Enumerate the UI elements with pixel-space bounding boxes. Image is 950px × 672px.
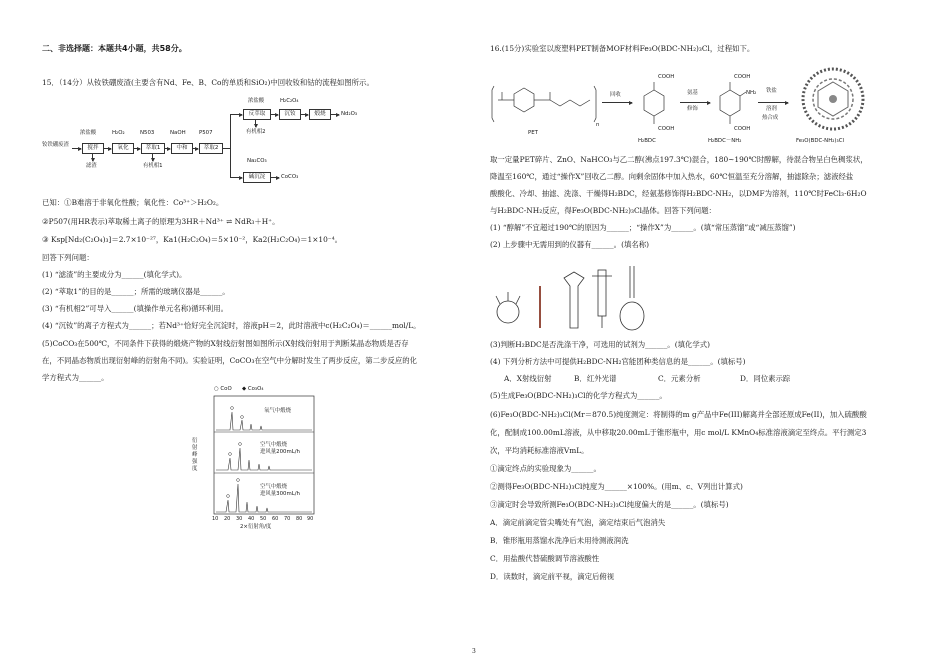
xrd-tick: 60 (272, 516, 279, 522)
q16-6-sub3: ③滴定时会导致所测Fe₃O(BDC-NH₂)₃Cl纯度偏大的是______。(填标号) (490, 500, 729, 509)
xrd-legend-coo: ○ CoO (214, 386, 232, 392)
flow-reagent-p507: P507 (199, 130, 213, 136)
mof-structure-image (794, 60, 872, 138)
flow-top-reagent-hcl: 浓盐酸 (248, 98, 265, 104)
flow-na2co3: Na₂CO₃ (247, 158, 267, 164)
flow-reagent-hcl: 浓盐酸 (80, 130, 97, 136)
xrd-tick: 20 (224, 516, 231, 522)
flow-box-strip: 反萃取 (243, 109, 271, 120)
xrd-xlabel: 2×衍射角/度 (240, 524, 272, 530)
step-amino-a: 氨基 (687, 90, 698, 96)
q16-3: (3)判断H₂BDC是否洗涤干净，可选用的试剂为______。(填化学式) (490, 340, 711, 349)
q16-2: (2) 上步骤中无需用到的仪器有______。(填名称) (490, 240, 650, 249)
flowchart (42, 92, 462, 188)
q15-5-line2: 在，不同晶态物质出现衍射峰的衍射角不同)。实验证明，CoCO₃在空气中分解时发生了两步反应，第二步反应的化 (42, 356, 418, 365)
step-amino-b: 修饰 (687, 106, 698, 112)
q15-5-line1: (5)CoCO₃在500℃，不同条件下获得的煅烧产物的X射线衍射图如图所示(X射线衍射用于判断某晶态物质是否存 (42, 339, 409, 348)
q16-4-option-b: B．红外光谱 (574, 374, 617, 383)
h2bdc-nh2-amino: NH₂ (746, 90, 757, 96)
flow-box-oxidize: 氧化 (112, 143, 134, 154)
q16-6-option-c: C．用盐酸代替硫酸调节溶液酸性 (490, 554, 600, 563)
xrd-tick: 90 (307, 516, 314, 522)
flow-box-alkali: 碱沉淀 (243, 172, 271, 183)
h2bdc-nh2-label: H₂BDC－NH₂ (708, 138, 742, 144)
xrd-trace-oxygen: 氧气中煅烧 (264, 408, 291, 414)
left-column (42, 0, 462, 672)
q15-4: (4) “沉钕”的离子方程式为______；若Nd³⁺恰好完全沉淀时，溶液pH＝2，此时溶液中c(H₂C₂O₄)＝______mol/L。 (42, 321, 421, 330)
q16-intro: 16.(15分)实验室以废塑料PET制备MOF材料Fe₃O(BDC-NH₂)₃Cl，过程如下。 (490, 44, 755, 53)
xrd-tick: 80 (296, 516, 303, 522)
q16-6-l1: (6)Fe₃O(BDC-NH₂)₃Cl(Mr＝870.5)纯度测定：将制得的m g产品中Fe(III)解离并全部还原成Fe(II)，加入硫酸酸 (490, 410, 867, 419)
step-hydrothermal: 热合成 (762, 115, 779, 121)
h2bdc-label: H₂BDC (638, 138, 656, 144)
flow-box-stir: 搅拌 (82, 143, 104, 154)
q16-6-l2: 化，配制成100.00mL溶液，从中移取20.00mL于锥形瓶中，用c mol/L KMnO₄标准溶液滴定至终点。平行测定3 (490, 428, 867, 437)
q16-5: (5)生成Fe₃O(BDC-NH₂)₃Cl的化学方程式为______。 (490, 391, 667, 400)
q16-4: (4) 下列分析方法中可提供H₂BDC-NH₂官能团种类信息的是______。(填标号) (490, 357, 746, 366)
q15-intro: 15．（14分）从钕铁硼废渣(主要含有Nd、Fe、B、Co的单质和SiO₂)中回收钕和钴的流程如图所示。 (42, 78, 374, 87)
q16-4-option-c: C．元素分析 (658, 374, 701, 383)
flow-reagent-naoh: NaOH (170, 130, 186, 136)
flow-box-extract2: 萃取2 (199, 143, 223, 154)
step-recover: 回收 (610, 92, 621, 98)
xrd-plot (200, 392, 320, 532)
xrd-tick: 50 (260, 516, 267, 522)
flow-residue: 滤渣 (86, 163, 97, 169)
q16-4-option-d: D．同位素示踪 (740, 374, 791, 383)
apparatus-image (494, 258, 674, 338)
q16-6-sub1: ①滴定终点的实验现象为______。 (490, 464, 601, 473)
reaction-scheme (490, 60, 910, 150)
para1-l1: 取一定量PET碎片、ZnO、NaHCO₃与乙二醇(沸点197.3℃)混合，180~190℃时醇解，待混合物呈白色稠浆状， (490, 155, 868, 164)
flow-product-coco3: CoCO₃ (281, 174, 299, 180)
flow-product-nd2o3: Nd₂O₃ (341, 111, 358, 117)
known-3: ③ Ksp[Nd₂(C₂O₄)₃]＝2.7×10⁻²⁷，Ka1(H₂C₂O₄)＝5×10⁻²，Ka2(H₂C₂O₄)＝1×10⁻⁴。 (42, 235, 343, 244)
flow-start: 钕铁硼废渣 (42, 142, 69, 148)
q15-3: (3) “有机相2”可导入______(填操作单元名称)循环利用。 (42, 304, 229, 313)
para1-l4: 与H₂BDC-NH₂反应，得Fe₃O(BDC-NH₂)₃Cl晶体。回答下列问题： (490, 206, 716, 215)
q16-6-option-a: A．滴定前滴定管尖嘴处有气泡，滴定结束后气泡消失 (490, 518, 666, 527)
step-solvent: 溶剂 (766, 106, 777, 112)
flow-reagent-n503: N503 (140, 130, 155, 136)
xrd-figure (192, 386, 320, 532)
xrd-ylabel: 衍射峰强度 (192, 438, 198, 472)
h2bdc-cooh-bottom: COOH (658, 126, 675, 132)
para1-l2: 降温至160℃，通过“操作X”回收乙二醇。向剩余固体中加入热水，60℃恒温至充分溶解，抽滤除杂；滤液经盐 (490, 172, 854, 181)
q16-6-option-d: D．读数时，滴定前平视，滴定后俯视 (490, 572, 615, 581)
flow-box-precipitate: 沉钕 (279, 109, 301, 120)
q16-1: (1) “醇解”不宜超过190℃的原因为______；“操作X”为______。(填“常压蒸馏”或“减压蒸馏”) (490, 223, 796, 232)
xrd-legend-co3o4: ◆ Co₃O₄ (242, 386, 264, 392)
flow-box-neutralize: 中和 (171, 143, 193, 154)
q15-2: (2) “萃取1”的目的是______；所需的玻璃仪器是______。 (42, 287, 230, 296)
flow-organic2: 有机相2 (246, 129, 266, 135)
xrd-trace-air300: 空气中煅烧 进风量300mL/h (260, 484, 300, 497)
known-1: 已知：①B难溶于非氧化性酸；氧化性：Co³⁺＞H₂O₂。 (42, 198, 224, 207)
pet-structure (490, 80, 600, 130)
h2bdc-nh2-cooh-top: COOH (734, 74, 751, 80)
flow-box-extract1: 萃取1 (141, 143, 165, 154)
page-number: 3 (472, 648, 476, 655)
xrd-tick: 30 (236, 516, 243, 522)
pet-n: n (596, 122, 600, 128)
answer-prompt: 回答下列问题： (42, 253, 94, 262)
h2bdc-cooh-top: COOH (658, 74, 675, 80)
h2bdc-nh2-cooh-bottom: COOH (734, 126, 751, 132)
flow-organic1: 有机相1 (143, 163, 163, 169)
xrd-tick: 10 (212, 516, 219, 522)
known-2: ②P507(用HR表示)萃取稀土离子的原理为3HR＋Nd³⁺ ⇌ NdR₃＋H⁺。 (42, 217, 280, 226)
q16-6-l3: 次，平均消耗标准溶液VmL。 (490, 446, 589, 455)
flow-top-reagent-oxalic: H₂C₂O₄ (280, 98, 299, 104)
section-header: 二、非选择题：本题共4小题，共58分。 (42, 44, 187, 53)
q15-1: (1) “滤渣”的主要成分为______(填化学式)。 (42, 270, 187, 279)
pet-label: PET (528, 130, 538, 136)
mof-label: Fe₃O(BDC-NH₂)₃Cl (796, 138, 844, 144)
xrd-tick: 70 (284, 516, 291, 522)
right-column (490, 0, 910, 672)
para1-l3: 酸酸化、冷却、抽滤、洗涤、干燥得H₂BDC，经氨基修饰得H₂BDC-NH₂，以DMF为溶剂，110℃时FeCl₃·6H₂O (490, 189, 867, 198)
q16-4-option-a: A．X射线衍射 (504, 374, 552, 383)
xrd-tick: 40 (248, 516, 255, 522)
q15-5-line3: 学方程式为______。 (42, 373, 109, 382)
flow-box-calcine: 煅烧 (309, 109, 331, 120)
flow-reagent-h2o2: H₂O₂ (112, 130, 125, 136)
q16-6-sub2: ②测得Fe₃O(BDC-NH₂)₃Cl纯度为______×100%。(用m、c、V列出计算式) (490, 482, 743, 491)
q16-6-option-b: B．锥形瓶用蒸馏水洗净后未用待测液润洗 (490, 536, 629, 545)
step-iron-salt: 铁盐 (766, 88, 777, 94)
xrd-trace-air200: 空气中煅烧 进风量200mL/h (260, 442, 300, 455)
